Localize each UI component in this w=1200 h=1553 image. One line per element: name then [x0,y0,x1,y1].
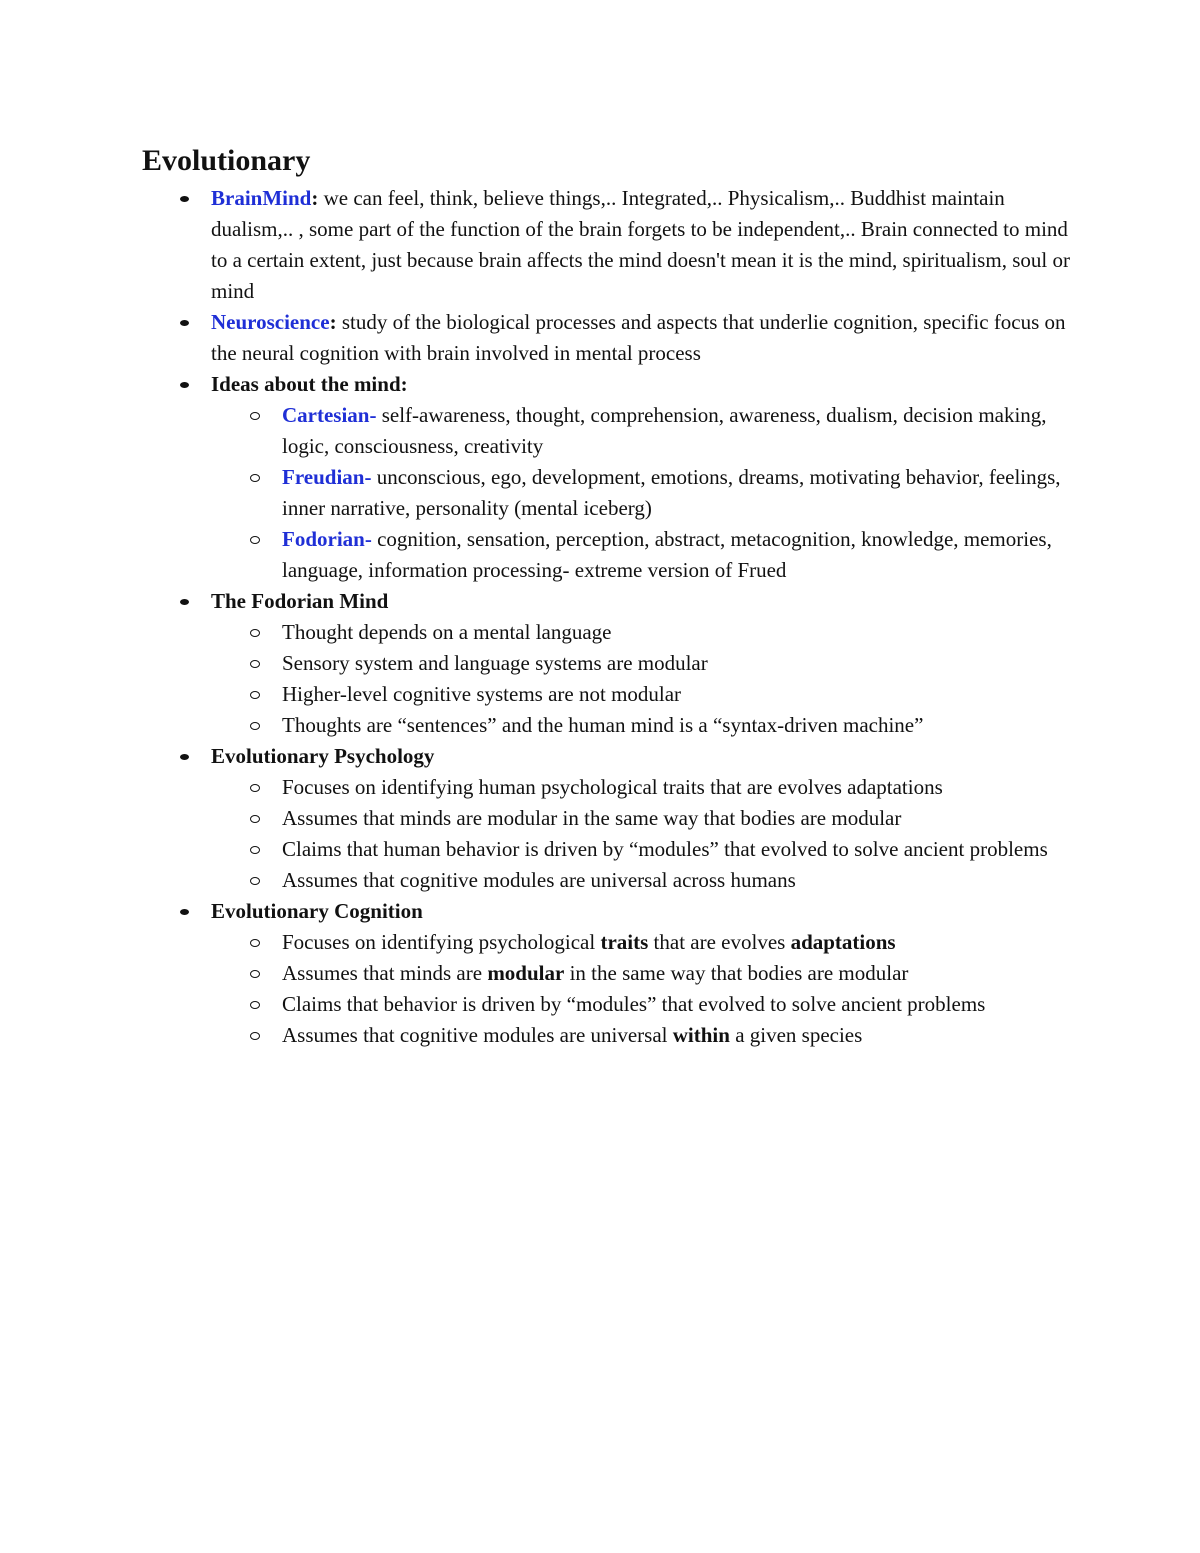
circle-bullet-icon [250,691,260,699]
sub-item-freudian: Freudian- unconscious, ego, development, emotions, dreams, motivating behavior, feelings, inner narrative, personality (mental iceberg) [142,462,1082,524]
heading-evolutionary-cognition: Evolutionary Cognition [211,899,423,923]
sub-item: Sensory system and language systems are modular [142,648,1082,679]
heading-evolutionary-psychology: Evolutionary Psychology [211,744,435,768]
circle-bullet-icon [250,660,260,668]
document-page [142,144,1082,1051]
circle-bullet-icon [250,846,260,854]
text-neuroscience: study of the biological processes and aspects that underlie cognition, specific focus on the neural cognition with brain involved in mental process [211,310,1066,365]
list-item-neuroscience: Neuroscience: study of the biological processes and aspects that underlie cognition, specific focus on the neural cognition with brain involved in mental process [142,307,1082,369]
circle-bullet-icon [250,412,260,420]
sub-item: Assumes that cognitive modules are universal across humans [142,865,1082,896]
circle-bullet-icon [250,939,260,947]
sub-item: Focuses on identifying psychological traits that are evolves adaptations [142,927,1082,958]
list-item-fodorian-mind [142,586,1082,741]
circle-bullet-icon [250,877,260,885]
circle-bullet-icon [250,722,260,730]
sub-item: Higher-level cognitive systems are not modular [142,679,1082,710]
sub-list-evolutionary-psychology [211,772,1082,896]
bullet-icon [180,909,189,915]
sub-item-cartesian: Cartesian- self-awareness, thought, comprehension, awareness, dualism, decision making, logic, consciousness, creativity [142,400,1082,462]
list-item-evolutionary-cognition [142,896,1082,1051]
sub-item: Claims that behavior is driven by “modules” that evolved to solve ancient problems [142,989,1082,1020]
term-neuroscience: Neuroscience [211,310,330,334]
page-title: Evolutionary [142,144,311,177]
sub-item: Focuses on identifying human psychological traits that are evolves adaptations [142,772,1082,803]
bullet-icon [180,599,189,605]
list-item-evolutionary-psychology [142,741,1082,896]
circle-bullet-icon [250,629,260,637]
bullet-icon [180,754,189,760]
term-brainmind: BrainMind [211,186,312,210]
circle-bullet-icon [250,784,260,792]
heading-fodorian-mind: The Fodorian Mind [211,589,389,613]
sub-item: Assumes that minds are modular in the same way that bodies are modular [142,958,1082,989]
circle-bullet-icon [250,1001,260,1009]
circle-bullet-icon [250,474,260,482]
bullet-icon [180,196,189,202]
main-bullet-list [142,183,1082,1051]
bullet-icon [180,320,189,326]
text-brainmind: we can feel, think, believe things,.. Integrated,.. Physicalism,.. Buddhist maintain dualism,.. , some part of the function of the brain forgets to be independent,.. Brain connected to mind to a certain extent, just because brain affects the mind doesn't mean it is the mind, spiritualism, soul or mind [211,186,1070,303]
sub-item: Thought depends on a mental language [142,617,1082,648]
sub-item: Thoughts are “sentences” and the human mind is a “syntax-driven machine” [142,710,1082,741]
circle-bullet-icon [250,1032,260,1040]
circle-bullet-icon [250,536,260,544]
sub-item: Claims that human behavior is driven by “modules” that evolved to solve ancient problems [142,834,1082,865]
circle-bullet-icon [250,815,260,823]
list-item-ideas [142,369,1082,586]
sub-item-fodorian: Fodorian- cognition, sensation, perception, abstract, metacognition, knowledge, memories, language, information processing- extreme version of Frued [142,524,1082,586]
bullet-icon [180,382,189,388]
sub-item: Assumes that cognitive modules are universal within a given species [142,1020,1082,1051]
sub-list-ideas [211,400,1082,586]
sub-list-evolutionary-cognition [211,927,1082,1051]
heading-ideas: Ideas about the mind: [211,372,408,396]
list-item-brainmind: BrainMind: we can feel, think, believe things,.. Integrated,.. Physicalism,.. Buddhist maintain dualism,.. , some part of the function of the brain forgets to be independent,.. Brain connected to mind to a certain extent, just because brain affects the mind doesn't mean it is the mind, spiritualism, soul or mind [142,183,1082,307]
circle-bullet-icon [250,970,260,978]
sub-item: Assumes that minds are modular in the same way that bodies are modular [142,803,1082,834]
sub-list-fodorian-mind [211,617,1082,741]
